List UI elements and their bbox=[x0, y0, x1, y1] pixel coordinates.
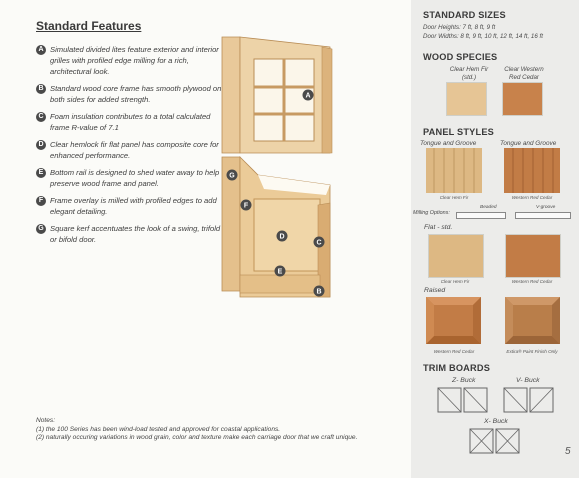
swatch-tg-cedar bbox=[504, 148, 560, 193]
door-cutaway-illustration bbox=[218, 35, 338, 303]
svg-text:D: D bbox=[279, 233, 285, 241]
swatch-clear-hem-fir bbox=[446, 82, 487, 116]
caption-tg-cedar: Western Red Cedar bbox=[511, 195, 553, 200]
feature-text: Bottom rail is designed to shed water away to help preserve wood frame and panel. bbox=[50, 168, 220, 188]
z-buck-diagram bbox=[437, 387, 489, 414]
standard-features-title: Standard Features bbox=[36, 19, 142, 33]
swatch-western-red-cedar bbox=[502, 82, 543, 116]
caption-tg-hem-fir: Clear Hem Fir bbox=[439, 195, 469, 200]
caption-raised-extira: Extira® Paint Finish Only bbox=[506, 349, 558, 354]
feature-text: Frame overlay is milled with profiled edges to add elegant detailing. bbox=[50, 196, 217, 216]
svg-text:F: F bbox=[243, 202, 249, 210]
feature-badge: B bbox=[36, 84, 46, 94]
feature-badge: A bbox=[36, 45, 46, 55]
feature-item bbox=[36, 195, 226, 217]
x-buck-diagram bbox=[469, 428, 521, 455]
v-buck-diagram bbox=[503, 387, 555, 414]
v-buck-label: V- Buck bbox=[516, 377, 540, 384]
feature-text: Standard wood core frame has smooth plywood on both sides for added strength. bbox=[50, 84, 222, 104]
x-buck-label: X- Buck bbox=[484, 418, 508, 425]
raised-label: Raised bbox=[424, 287, 446, 294]
note-line: (2) naturally occuring variations in wood grain, color and texture make each carriage door that we craft unique. bbox=[36, 434, 358, 441]
flat-std-label: Flat - std. bbox=[424, 224, 453, 231]
feature-list bbox=[36, 44, 226, 251]
door-widths-text: Door Widths: 8 ft, 9 ft, 10 ft, 12 ft, 14 ft, 16 ft bbox=[423, 33, 543, 40]
feature-item bbox=[36, 83, 226, 105]
feature-item bbox=[36, 167, 226, 189]
feature-item bbox=[36, 44, 226, 77]
feature-item bbox=[36, 111, 226, 133]
feature-text: Clear hemlock fir flat panel has composite core for enhanced performance. bbox=[50, 140, 219, 160]
feature-badge: C bbox=[36, 112, 46, 122]
svg-text:C: C bbox=[316, 239, 322, 247]
tongue-groove-label-left: Tongue and Groove bbox=[420, 140, 477, 147]
feature-text: Simulated divided lites feature exterior and interior grilles with profiled edge milling for a rich, architectural look. bbox=[50, 45, 219, 76]
trim-boards-heading: TRIM BOARDS bbox=[423, 363, 491, 373]
wood-species-heading: WOOD SPECIES bbox=[423, 52, 498, 62]
callout-c bbox=[314, 237, 325, 248]
panel-styles-heading: PANEL STYLES bbox=[423, 127, 494, 137]
species-label-cedar: Clear Western Red Cedar bbox=[504, 66, 544, 81]
callout-f bbox=[241, 200, 252, 211]
panel-section bbox=[222, 157, 330, 297]
door-heights-text: Door Heights: 7 ft, 8 ft, 9 ft bbox=[423, 24, 496, 31]
feature-item bbox=[36, 223, 226, 245]
swatch-flat-hem-fir bbox=[428, 234, 484, 278]
caption-raised-cedar: Western Red Cedar bbox=[433, 349, 475, 354]
svg-text:B: B bbox=[316, 288, 322, 296]
callout-e bbox=[275, 266, 286, 277]
caption-flat-hem-fir: Clear Hem Fir bbox=[440, 279, 470, 284]
feature-badge: D bbox=[36, 140, 46, 150]
milling-vgroove-label: V-groove bbox=[536, 205, 556, 210]
swatch-tg-hem-fir bbox=[426, 148, 482, 193]
callout-g bbox=[227, 170, 238, 181]
milling-beaded-label: Beaded bbox=[480, 205, 497, 210]
z-buck-label: Z- Buck bbox=[452, 377, 476, 384]
svg-text:A: A bbox=[305, 92, 311, 100]
svg-text:G: G bbox=[229, 172, 235, 180]
callout-b bbox=[314, 286, 325, 297]
feature-text: Square kerf accentuates the look of a swing, trifold or bifold door. bbox=[50, 224, 221, 244]
tongue-groove-label-right: Tongue and Groove bbox=[500, 140, 557, 147]
notes-heading: Notes: bbox=[36, 417, 56, 424]
page-number: 5 bbox=[565, 446, 571, 457]
caption-flat-cedar: Western Red Cedar bbox=[511, 279, 553, 284]
beaded-profile-icon bbox=[456, 212, 506, 219]
svg-text:E: E bbox=[277, 268, 283, 276]
note-line: (1) the 100 Series has been wind-load tested and approved for coastal applications. bbox=[36, 425, 281, 433]
notes-block bbox=[36, 417, 357, 443]
swatch-raised-extira bbox=[505, 297, 560, 344]
feature-badge: G bbox=[36, 224, 46, 234]
milling-options-label: Milling Options: bbox=[413, 210, 450, 216]
standard-sizes-heading: STANDARD SIZES bbox=[423, 10, 506, 20]
feature-text: Foam insulation contributes to a total calculated frame R-value of 7.1 bbox=[50, 112, 211, 132]
callout-d bbox=[277, 231, 288, 242]
feature-badge: E bbox=[36, 168, 46, 178]
vgroove-profile-icon bbox=[515, 212, 571, 219]
swatch-raised-cedar bbox=[426, 297, 481, 344]
window-section bbox=[222, 37, 332, 153]
swatch-flat-cedar bbox=[505, 234, 561, 278]
feature-item bbox=[36, 139, 226, 161]
feature-badge: F bbox=[36, 196, 46, 206]
species-label-hem-fir: Clear Hem Fir (std.) bbox=[449, 66, 489, 81]
callout-a bbox=[303, 90, 314, 101]
